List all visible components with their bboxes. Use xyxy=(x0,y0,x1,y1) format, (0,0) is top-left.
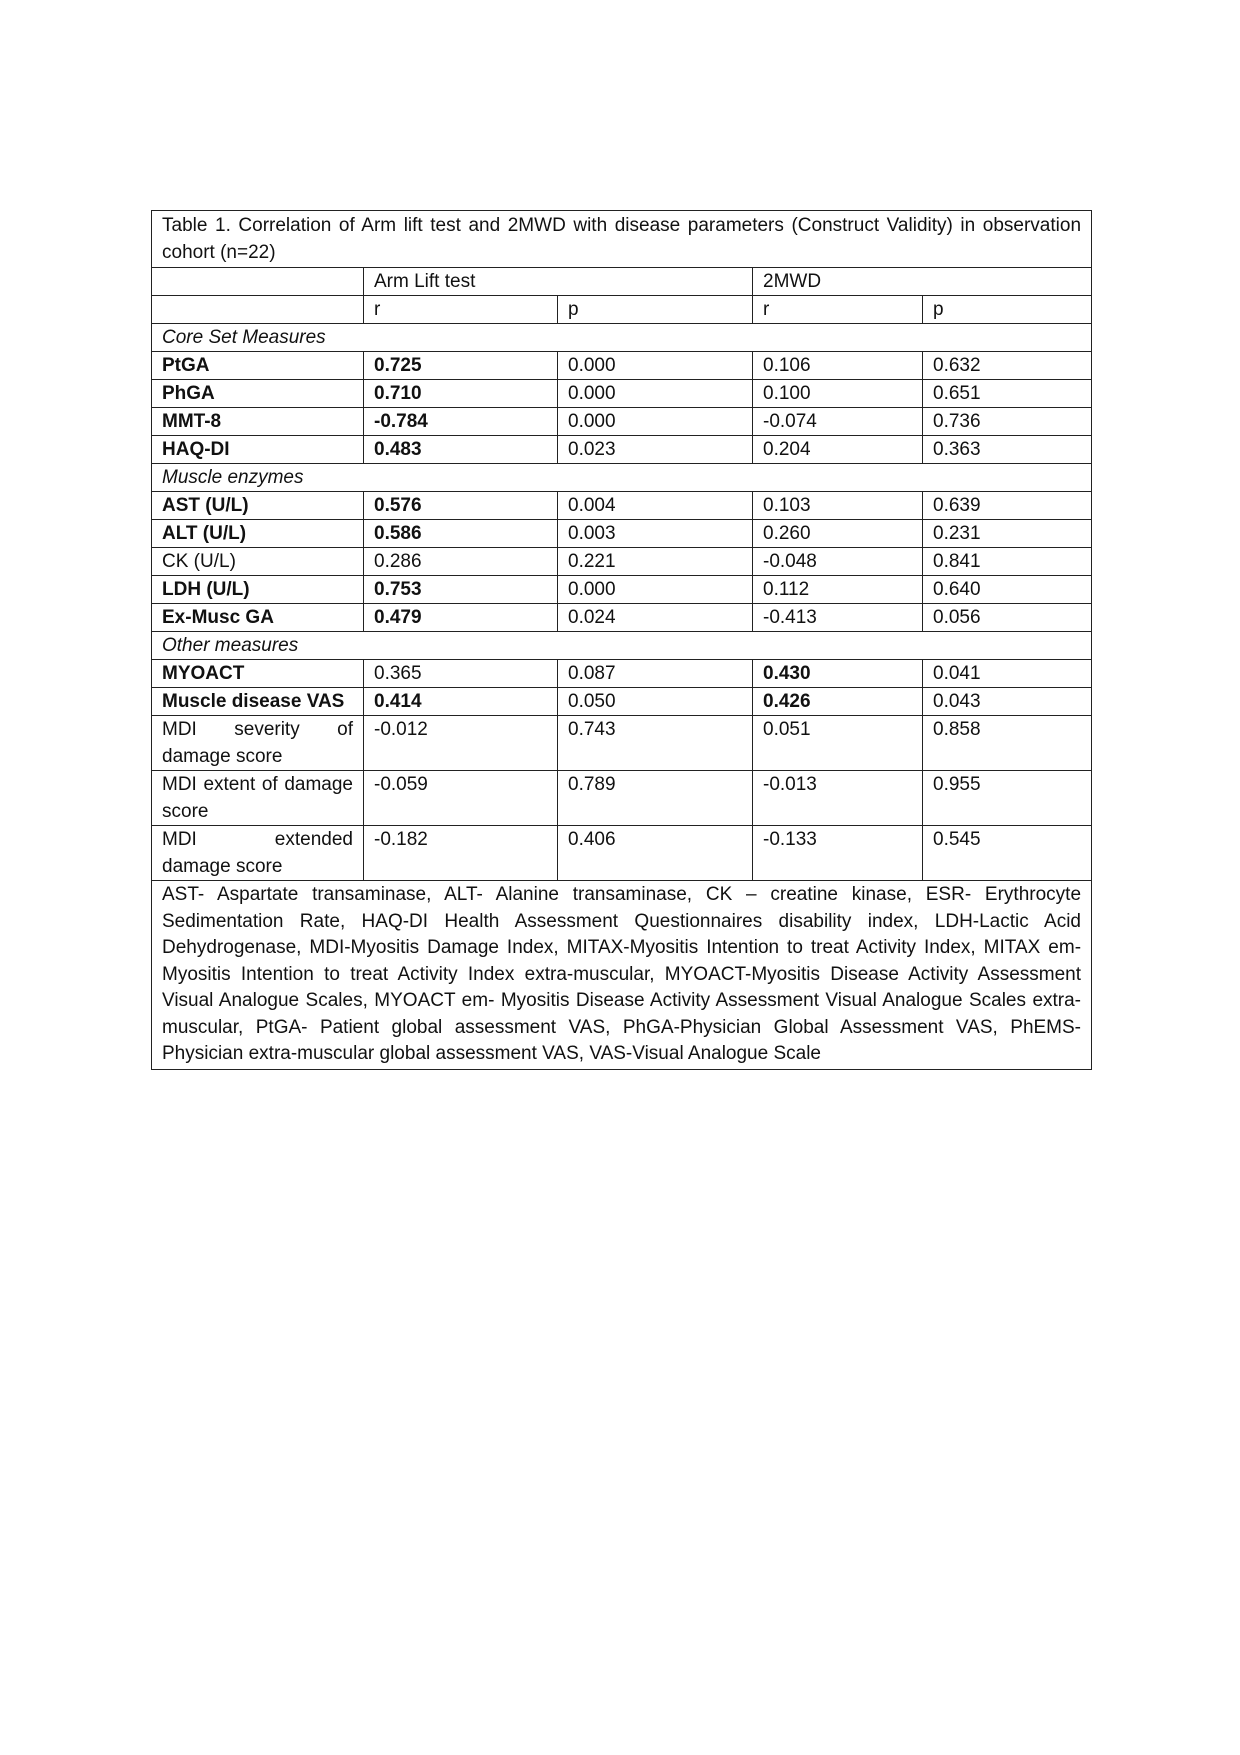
arm-lift-p-value: 0.000 xyxy=(558,380,753,408)
arm-lift-r-value: 0.576 xyxy=(364,492,558,520)
table-row xyxy=(152,492,1092,520)
sub-header-arm-p: p xyxy=(558,296,753,324)
sub-header-2mwd-p: p xyxy=(923,296,1092,324)
2mwd-p-value: 0.651 xyxy=(923,380,1092,408)
arm-lift-r-value: 0.414 xyxy=(364,688,558,716)
row-label: MDI severity of damage score xyxy=(152,716,364,771)
arm-lift-p-value: 0.789 xyxy=(558,771,753,826)
2mwd-p-value: 0.640 xyxy=(923,576,1092,604)
row-label: AST (U/L) xyxy=(152,492,364,520)
row-label: LDH (U/L) xyxy=(152,576,364,604)
2mwd-r-value: 0.260 xyxy=(753,520,923,548)
table-row xyxy=(152,408,1092,436)
table-row xyxy=(152,380,1092,408)
table-body xyxy=(152,211,1092,1070)
table-row xyxy=(152,716,1092,771)
section-title: Muscle enzymes xyxy=(152,464,1092,492)
2mwd-r-value: 0.426 xyxy=(753,688,923,716)
2mwd-r-value: 0.112 xyxy=(753,576,923,604)
row-label: HAQ-DI xyxy=(152,436,364,464)
table-row xyxy=(152,352,1092,380)
arm-lift-p-value: 0.743 xyxy=(558,716,753,771)
arm-lift-p-value: 0.221 xyxy=(558,548,753,576)
row-label: PhGA xyxy=(152,380,364,408)
2mwd-r-value: -0.133 xyxy=(753,826,923,881)
table-row xyxy=(152,548,1092,576)
table-row xyxy=(152,688,1092,716)
row-label: CK (U/L) xyxy=(152,548,364,576)
2mwd-r-value: 0.100 xyxy=(753,380,923,408)
2mwd-r-value: -0.074 xyxy=(753,408,923,436)
arm-lift-r-value: 0.710 xyxy=(364,380,558,408)
arm-lift-r-value: -0.784 xyxy=(364,408,558,436)
section-title: Other measures xyxy=(152,632,1092,660)
arm-lift-r-value: 0.753 xyxy=(364,576,558,604)
2mwd-r-value: 0.430 xyxy=(753,660,923,688)
row-label: Ex-Musc GA xyxy=(152,604,364,632)
2mwd-r-value: -0.048 xyxy=(753,548,923,576)
table-footnote: AST- Aspartate transaminase, ALT- Alanine transaminase, CK – creatine kinase, ESR- Erythrocyte Sedimentation Rate, HAQ-DI Health Assessment Questionnaires disability index, LDH-Lactic Acid Dehydrogenase, MDI-Myositis Damage Index, MITAX-Myositis Intention to treat Activity Index, MITAX em- Myositis Intention to treat Activity Index extra-muscular, MYOACT-Myositis Disease Activity Assessment Visual Analogue Scales, MYOACT em- Myositis Disease Activity Assessment Visual Analogue Scales extra-muscular, PtGA- Patient global assessment VAS, PhGA-Physician Global Assessment VAS, PhEMS- Physician extra-muscular global assessment VAS, VAS-Visual Analogue Scale xyxy=(152,881,1092,1070)
row-label: PtGA xyxy=(152,352,364,380)
row-label: MDI extended damage score xyxy=(152,826,364,881)
row-label: ALT (U/L) xyxy=(152,520,364,548)
section-title: Core Set Measures xyxy=(152,324,1092,352)
arm-lift-p-value: 0.024 xyxy=(558,604,753,632)
header-empty-cell xyxy=(152,268,364,296)
arm-lift-r-value: 0.479 xyxy=(364,604,558,632)
2mwd-r-value: 0.106 xyxy=(753,352,923,380)
table-row xyxy=(152,771,1092,826)
arm-lift-r-value: -0.012 xyxy=(364,716,558,771)
2mwd-p-value: 0.736 xyxy=(923,408,1092,436)
2mwd-r-value: 0.103 xyxy=(753,492,923,520)
arm-lift-p-value: 0.004 xyxy=(558,492,753,520)
arm-lift-r-value: 0.586 xyxy=(364,520,558,548)
2mwd-p-value: 0.041 xyxy=(923,660,1092,688)
row-label: MYOACT xyxy=(152,660,364,688)
arm-lift-r-value: -0.059 xyxy=(364,771,558,826)
2mwd-p-value: 0.858 xyxy=(923,716,1092,771)
2mwd-p-value: 0.043 xyxy=(923,688,1092,716)
2mwd-p-value: 0.545 xyxy=(923,826,1092,881)
section-row xyxy=(152,464,1092,492)
2mwd-r-value: 0.051 xyxy=(753,716,923,771)
2mwd-p-value: 0.639 xyxy=(923,492,1092,520)
2mwd-p-value: 0.632 xyxy=(923,352,1092,380)
table-row xyxy=(152,826,1092,881)
arm-lift-p-value: 0.023 xyxy=(558,436,753,464)
2mwd-r-value: -0.413 xyxy=(753,604,923,632)
footnote-row xyxy=(152,881,1092,1070)
section-row xyxy=(152,632,1092,660)
2mwd-p-value: 0.955 xyxy=(923,771,1092,826)
table-row xyxy=(152,436,1092,464)
arm-lift-p-value: 0.000 xyxy=(558,408,753,436)
row-label: MMT-8 xyxy=(152,408,364,436)
sub-header-empty-cell xyxy=(152,296,364,324)
arm-lift-p-value: 0.000 xyxy=(558,576,753,604)
2mwd-r-value: -0.013 xyxy=(753,771,923,826)
sub-header-arm-r: r xyxy=(364,296,558,324)
arm-lift-p-value: 0.406 xyxy=(558,826,753,881)
arm-lift-p-value: 0.003 xyxy=(558,520,753,548)
table-row xyxy=(152,604,1092,632)
2mwd-p-value: 0.056 xyxy=(923,604,1092,632)
2mwd-p-value: 0.363 xyxy=(923,436,1092,464)
arm-lift-p-value: 0.000 xyxy=(558,352,753,380)
arm-lift-r-value: 0.286 xyxy=(364,548,558,576)
sub-header-2mwd-r: r xyxy=(753,296,923,324)
arm-lift-r-value: -0.182 xyxy=(364,826,558,881)
table-row xyxy=(152,520,1092,548)
caption-row xyxy=(152,211,1092,268)
table-row xyxy=(152,576,1092,604)
sub-header-row xyxy=(152,296,1092,324)
arm-lift-p-value: 0.087 xyxy=(558,660,753,688)
arm-lift-r-value: 0.725 xyxy=(364,352,558,380)
correlation-table xyxy=(151,210,1092,1070)
arm-lift-r-value: 0.365 xyxy=(364,660,558,688)
table-caption: Table 1. Correlation of Arm lift test and 2MWD with disease parameters (Construct Validity) in observation cohort (n=22) xyxy=(152,211,1092,268)
row-label: MDI extent of damage score xyxy=(152,771,364,826)
header-2mwd: 2MWD xyxy=(753,268,1092,296)
row-label: Muscle disease VAS xyxy=(152,688,364,716)
2mwd-r-value: 0.204 xyxy=(753,436,923,464)
2mwd-p-value: 0.231 xyxy=(923,520,1092,548)
table-row xyxy=(152,660,1092,688)
group-header-row xyxy=(152,268,1092,296)
2mwd-p-value: 0.841 xyxy=(923,548,1092,576)
section-row xyxy=(152,324,1092,352)
arm-lift-p-value: 0.050 xyxy=(558,688,753,716)
header-arm-lift-test: Arm Lift test xyxy=(364,268,753,296)
arm-lift-r-value: 0.483 xyxy=(364,436,558,464)
